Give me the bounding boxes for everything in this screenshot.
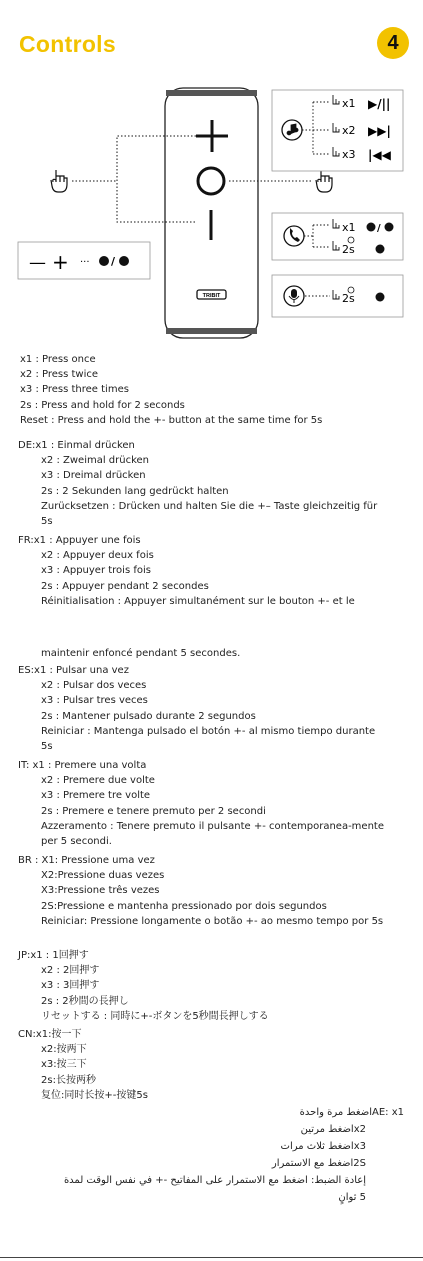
play-panel [272, 90, 403, 171]
legend-block [20, 352, 415, 428]
hand-press-icon [316, 170, 332, 192]
lang-line: x3:按三下 [41, 1059, 87, 1071]
svg-text:/: / [377, 223, 381, 234]
bottom-divider [0, 1257, 423, 1258]
lang-line: x3اضغط ثلاث مرات [280, 1141, 366, 1152]
legend-line: Reset : Press and hold the +- button at the same time for 5s [20, 414, 323, 426]
lang-line: x3 : 3回押す [41, 980, 100, 992]
lang-line: 5 ثوانٍ [338, 1192, 366, 1203]
lang-line: CN:x1:按一下 [18, 1029, 82, 1040]
volume-down-icon [99, 256, 109, 266]
lang-line: DE:x1 : Einmal drücken [18, 440, 135, 451]
lang-block-fr [18, 533, 416, 609]
previous-track-icon: |◀◀ [368, 148, 391, 162]
lang-line: 2Sاضغط مع الاستمرار [271, 1158, 366, 1169]
next-track-icon: ▶▶| [368, 124, 391, 138]
reject-call-icon [376, 245, 385, 254]
play-row-3-count: x3 [342, 148, 356, 161]
lang-line: IT: x1 : Premere una volta [18, 760, 147, 771]
lang-line: Reiniciar: Pressione longamente o botão +- ao mesmo tempo por 5s [41, 915, 384, 927]
end-call-icon [385, 223, 394, 232]
lang-block-de [18, 438, 416, 529]
lang-line: x2 : Pulsar dos veces [41, 680, 147, 692]
lang-line: 2s : Mantener pulsado durante 2 segundos [41, 710, 256, 722]
lang-line: X3:Pressione três vezes [41, 885, 160, 897]
lang-block-jp [18, 948, 416, 1024]
lang-line: X2:Pressione duas vezes [41, 870, 165, 882]
voice-panel [272, 275, 403, 317]
answer-call-icon [367, 223, 376, 232]
lang-line: ES:x1 : Pulsar una vez [18, 665, 129, 676]
volume-dots: ··· [80, 257, 90, 268]
volume-plus-label: + [52, 250, 69, 274]
lang-line: Reiniciar : Mantenga pulsado el botón +- al mismo tiempo durante 5s [41, 725, 376, 753]
lang-line: x2 : Premere due volte [41, 775, 155, 787]
lang-line: maintenir enfoncé pendant 5 secondes. [41, 648, 241, 659]
lang-line: x3 : Premere tre volte [41, 790, 151, 802]
lang-line: 2s : Appuyer pendant 2 secondes [41, 580, 209, 592]
lang-line: 复位:同时长按+-按键5s [41, 1089, 148, 1101]
lang-line: x2 : 2回押す [41, 965, 100, 977]
lang-block-it [18, 758, 416, 849]
lang-line: x2 : Appuyer deux fois [41, 550, 154, 562]
legend-line: x1 : Press once [20, 354, 96, 365]
step-number-badge: 4 [377, 27, 409, 59]
legend-line: x3 : Press three times [20, 384, 129, 396]
svg-text:/: / [111, 255, 116, 268]
lang-line: x3 : Pulsar tres veces [41, 695, 148, 707]
lang-block-cn [18, 1027, 416, 1103]
lang-line: x3 : Appuyer trois fois [41, 565, 151, 577]
volume-up-icon [119, 256, 129, 266]
lang-line: AE: x1اضغط مرة واحدة [299, 1107, 404, 1118]
lang-line: Azzeramento : Tenere premuto il pulsante +- contemporanea-mente per 5 secondi. [41, 820, 384, 848]
legend-line: x2 : Press twice [20, 369, 99, 381]
controls-diagram [0, 80, 423, 345]
voice-row-count: 2s [342, 292, 355, 305]
call-row-1-count: x1 [342, 221, 356, 234]
lang-line: 2s : 2 Sekunden lang gedrückt halten [41, 485, 229, 497]
play-pause-icon: ▶/|| [368, 97, 391, 111]
lang-line: x2:按两下 [41, 1044, 87, 1056]
lang-block-fr-continued [18, 646, 416, 661]
lang-line: 2s : 2秒間の長押し [41, 995, 129, 1007]
lang-line: إعادة الضبط: اضغط مع الاستمرار على المفاتيح -+ في نفس الوقت لمدة [63, 1175, 366, 1186]
lang-line: 2S:Pressione e mantenha pressionado por dois segundos [41, 900, 327, 912]
lang-line: x3 : Dreimal drücken [41, 470, 146, 482]
call-panel [272, 213, 403, 260]
lang-line: リセットする : 同時に+-ボタンを5秒間長押しする [41, 1010, 269, 1022]
legend-line: 2s : Press and hold for 2 seconds [20, 399, 185, 411]
lang-block-es [18, 663, 416, 754]
play-row-2-count: x2 [342, 124, 356, 137]
lang-line: Réinitialisation : Appuyer simultanément sur le bouton +- et le [41, 595, 355, 607]
volume-panel [18, 242, 150, 279]
lang-line: FR:x1 : Appuyer une fois [18, 535, 141, 546]
voice-assistant-icon [376, 293, 385, 302]
lang-line: 2s : Premere e tenere premuto per 2 secondi [41, 805, 266, 817]
lang-block-ae [9, 1104, 404, 1206]
lang-line: Zurücksetzen : Drücken und halten Sie die +– Taste gleichzeitig für 5s [41, 500, 378, 528]
call-row-2-count: 2s [342, 243, 355, 256]
play-row-1-count: x1 [342, 97, 356, 110]
lang-line: JP:x1 : 1回押す [18, 950, 89, 961]
volume-minus-label: — [29, 253, 46, 273]
lang-line: x2 : Zweimal drücken [41, 455, 150, 467]
brand-logo-text: TRIBIT [202, 293, 221, 299]
lang-line: BR : X1: Pressione uma vez [18, 855, 155, 866]
lang-line: 2s:长按两秒 [41, 1074, 96, 1086]
hand-press-icon [51, 170, 67, 192]
lang-block-br [18, 853, 416, 929]
lang-line: x2اضغط مرتين [300, 1124, 366, 1135]
page-title: Controls [19, 31, 116, 57]
